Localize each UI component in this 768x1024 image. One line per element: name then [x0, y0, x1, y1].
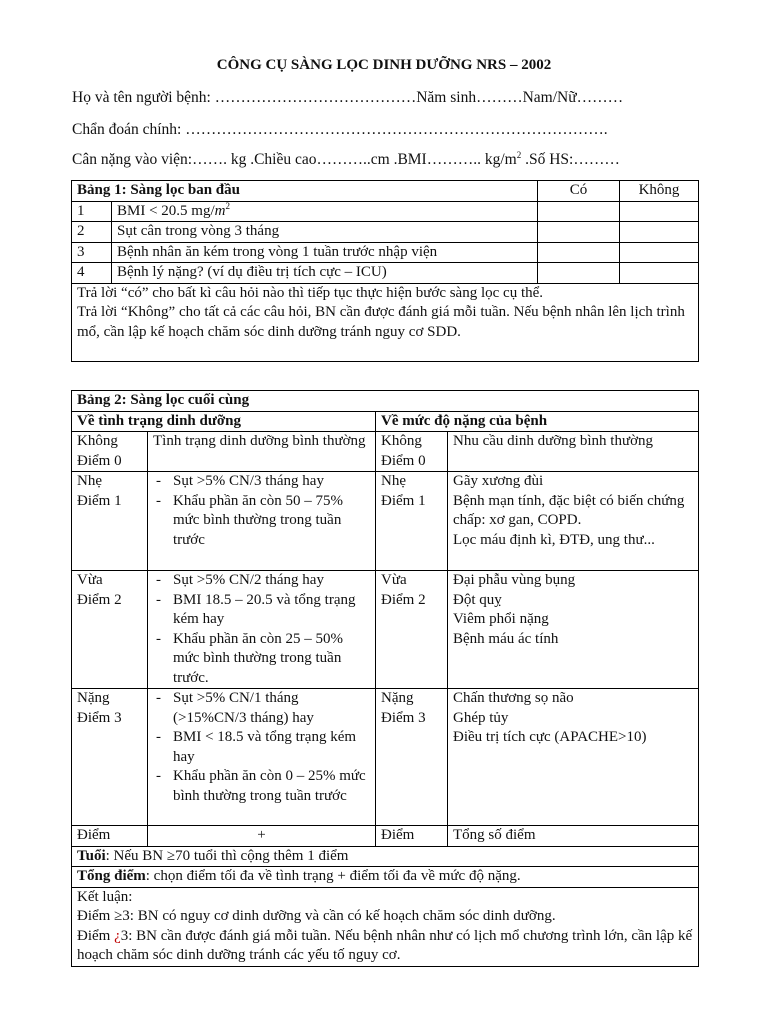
- table1-row-number: 1: [72, 201, 112, 222]
- final-screening-table: [71, 390, 699, 967]
- table2-row: [72, 432, 699, 472]
- score-label: Điểm 0: [77, 452, 122, 469]
- age-rule: [72, 846, 699, 867]
- severity-level-cell: [376, 472, 448, 571]
- disease-severity-header: Về mức độ nặng của bệnh: [376, 411, 699, 432]
- table1-row-text: Sụt cân trong vòng 3 tháng: [112, 222, 538, 243]
- score-label: Điểm 3: [77, 709, 122, 726]
- table1-yes-cell[interactable]: [538, 242, 620, 263]
- instruction-no: Trả lời “Không” cho tất cả các câu hỏi, BN cần được đánh giá mỗi tuần. Nếu bệnh nhân lên lịch trình mổ, cần lập kế hoạch chăm sóc dinh dưỡng tránh nguy cơ SDD.: [77, 304, 685, 340]
- total-score-rule-label: Tổng điểm: [77, 868, 146, 884]
- patient-name-line: Họ và tên người bệnh: …………………………………Năm sinh………Nam/Nữ………: [72, 89, 624, 106]
- table1-row-text: Bệnh nhân ăn kém trong vòng 1 tuần trước nhập viện: [112, 242, 538, 263]
- invalid-symbol-glyph: ¿: [114, 927, 121, 944]
- nutrition-status-header: Về tình trạng dinh dưỡng: [72, 411, 376, 432]
- criterion-text: Tình trạng dinh dưỡng bình thường: [153, 433, 366, 449]
- nutrition-level-cell: [72, 689, 148, 826]
- criterion-text: Bệnh máu ác tính: [453, 630, 559, 647]
- table1-no-cell[interactable]: [620, 201, 699, 222]
- nutrition-level-cell: [72, 472, 148, 571]
- table1-yes-cell[interactable]: [538, 222, 620, 243]
- total-score-label: Tổng số điểm: [448, 826, 699, 847]
- initial-screening-table: [71, 180, 699, 362]
- table2-row: [72, 472, 699, 571]
- table1-row-number: 2: [72, 222, 112, 243]
- table1-yes-cell[interactable]: [538, 263, 620, 284]
- criterion-item: - Sụt >5% CN/2 tháng hay: [153, 571, 370, 591]
- level-label: Nặng: [77, 690, 110, 706]
- age-rule-text: : Nếu BN ≥70 tuổi thì cộng thêm 1 điểm: [105, 847, 349, 864]
- age-rule-label: Tuổi: [77, 847, 106, 864]
- conclusion-title: Kết luận:: [77, 888, 133, 905]
- nutrition-criteria-cell: [148, 472, 376, 571]
- criterion-item: - BMI < 18.5 và tổng trạng kém hay: [153, 728, 370, 767]
- table2-row: [72, 689, 699, 826]
- table1-instructions: [72, 283, 699, 361]
- criterion-text: Gãy xương đùi: [453, 473, 544, 489]
- conclusion-low-risk-prefix: Điểm: [77, 927, 115, 944]
- measurements-text: Cân nặng vào viện:……. kg .Chiều cao………..cm .BMI……….. kg/m: [72, 151, 517, 168]
- score-row: [72, 826, 699, 847]
- level-label: Nặng: [381, 690, 414, 706]
- table1-no-cell[interactable]: [620, 263, 699, 284]
- table1-row-text: Bệnh lý nặng? (ví dụ điều trị tích cực – ICU): [112, 263, 538, 284]
- score-label: Điểm 2: [77, 591, 122, 608]
- level-label: Nhẹ: [77, 473, 102, 489]
- table1-row: [72, 263, 699, 284]
- severity-level-cell: [376, 432, 448, 472]
- severity-criteria-cell: [448, 571, 699, 689]
- table1-no-cell[interactable]: [620, 222, 699, 243]
- table1-row: [72, 222, 699, 243]
- criterion-text: Lọc máu định kì, ĐTĐ, ung thư...: [453, 531, 655, 548]
- nutrition-score-label: Điểm: [72, 826, 148, 847]
- criterion-item: - BMI 18.5 – 20.5 và tổng trạng kém hay: [153, 591, 370, 630]
- score-label: Điểm 1: [77, 492, 122, 509]
- criterion-text: Đại phẫu vùng bụng: [453, 572, 576, 588]
- level-label: Vừa: [77, 572, 103, 588]
- record-number-text: .Số HS:………: [521, 151, 620, 168]
- criterion-item: - Sụt >5% CN/1 tháng (>15%CN/3 tháng) hay: [153, 689, 370, 728]
- criterion-text: Chấn thương sọ não: [453, 690, 574, 706]
- instruction-yes: Trả lời “có” cho bất kì câu hỏi nào thì tiếp tục thực hiện bước sàng lọc cụ thể.: [77, 284, 544, 301]
- bmi-unit: m: [214, 202, 226, 219]
- measurements-superscript: 2: [516, 149, 522, 160]
- table1-no-cell[interactable]: [620, 242, 699, 263]
- criterion-text: Nhu cầu dinh dưỡng bình thường: [453, 433, 654, 449]
- criterion-item: - Sụt >5% CN/3 tháng hay: [153, 472, 370, 492]
- criterion-text: Đột quỵ: [453, 591, 502, 608]
- score-label: Điểm 1: [381, 492, 426, 509]
- level-label: Nhẹ: [381, 473, 406, 489]
- total-score-rule: [72, 867, 699, 888]
- criterion-text: Ghép tủy: [453, 709, 509, 726]
- table1-yes-cell[interactable]: [538, 201, 620, 222]
- severity-score-label: Điểm: [376, 826, 448, 847]
- table1-title: Bảng 1: Sàng lọc ban đầu: [72, 181, 538, 202]
- bmi-unit-superscript: 2: [225, 200, 230, 211]
- table2-row: [72, 571, 699, 689]
- severity-level-cell: [376, 689, 448, 826]
- table1-row-number: 4: [72, 263, 112, 284]
- nutrition-criteria-cell: [148, 432, 376, 472]
- table1-row-number: 3: [72, 242, 112, 263]
- score-label: Điểm 2: [381, 591, 426, 608]
- table2-title: Bảng 2: Sàng lọc cuối cùng: [72, 391, 699, 412]
- total-score-rule-text: : chọn điểm tối đa về tình trạng + điểm tối đa về mức độ nặng.: [145, 868, 521, 884]
- table1-row: [72, 242, 699, 263]
- table1-col-no: Không: [620, 181, 699, 202]
- criterion-text: Viêm phổi nặng: [453, 611, 549, 627]
- level-label: Vừa: [381, 572, 407, 588]
- criterion-item: - Khẩu phần ăn còn 50 – 75% mức bình thường trong tuần trước: [153, 492, 370, 551]
- criterion-text: Điều trị tích cực (APACHE>10): [453, 729, 647, 745]
- table1-row-text: [112, 201, 538, 222]
- document-title: CÔNG CỤ SÀNG LỌC DINH DƯỠNG NRS – 2002: [216, 57, 552, 73]
- nutrition-criteria-cell: [148, 571, 376, 689]
- criterion-item: - Khẩu phần ăn còn 25 – 50% mức bình thường trong tuần trước.: [153, 630, 370, 689]
- conclusion-low-risk: [77, 927, 693, 966]
- nutrition-level-cell: [72, 571, 148, 689]
- criterion-item: - Khẩu phần ăn còn 0 – 25% mức bình thường trong tuần trước: [153, 767, 370, 806]
- conclusion-cell: [72, 887, 699, 966]
- conclusion-low-risk-text: 3: BN cần được đánh giá mỗi tuần. Nếu bệnh nhân như có lịch mổ chương trình lớn, cần lập kế hoạch chăm sóc dinh dưỡng tránh các yếu tố nguy cơ.: [77, 927, 693, 963]
- table1-row: [72, 201, 699, 222]
- criterion-text: Bệnh mạn tính, đặc biệt có biến chứng chấp: xơ gan, COPD.: [453, 492, 685, 528]
- measurements-line: [72, 150, 620, 170]
- level-label: Không: [77, 433, 118, 449]
- table1-col-yes: Có: [538, 181, 620, 202]
- severity-criteria-cell: [448, 432, 699, 472]
- score-label: Điểm 3: [381, 709, 426, 726]
- severity-criteria-cell: [448, 472, 699, 571]
- nutrition-criteria-cell: [148, 689, 376, 826]
- diagnosis-line: Chẩn đoán chính: ……………………………………………………………………….: [72, 121, 608, 138]
- conclusion-high-risk: Điểm ≥3: BN có nguy cơ dinh dưỡng và cần có kế hoạch chăm sóc dinh dưỡng.: [77, 908, 556, 924]
- score-label: Điểm 0: [381, 452, 426, 469]
- bmi-criterion: BMI < 20.5 mg/: [117, 202, 215, 219]
- nutrition-level-cell: [72, 432, 148, 472]
- severity-level-cell: [376, 571, 448, 689]
- plus-sign: +: [148, 826, 376, 847]
- level-label: Không: [381, 433, 422, 449]
- severity-criteria-cell: [448, 689, 699, 826]
